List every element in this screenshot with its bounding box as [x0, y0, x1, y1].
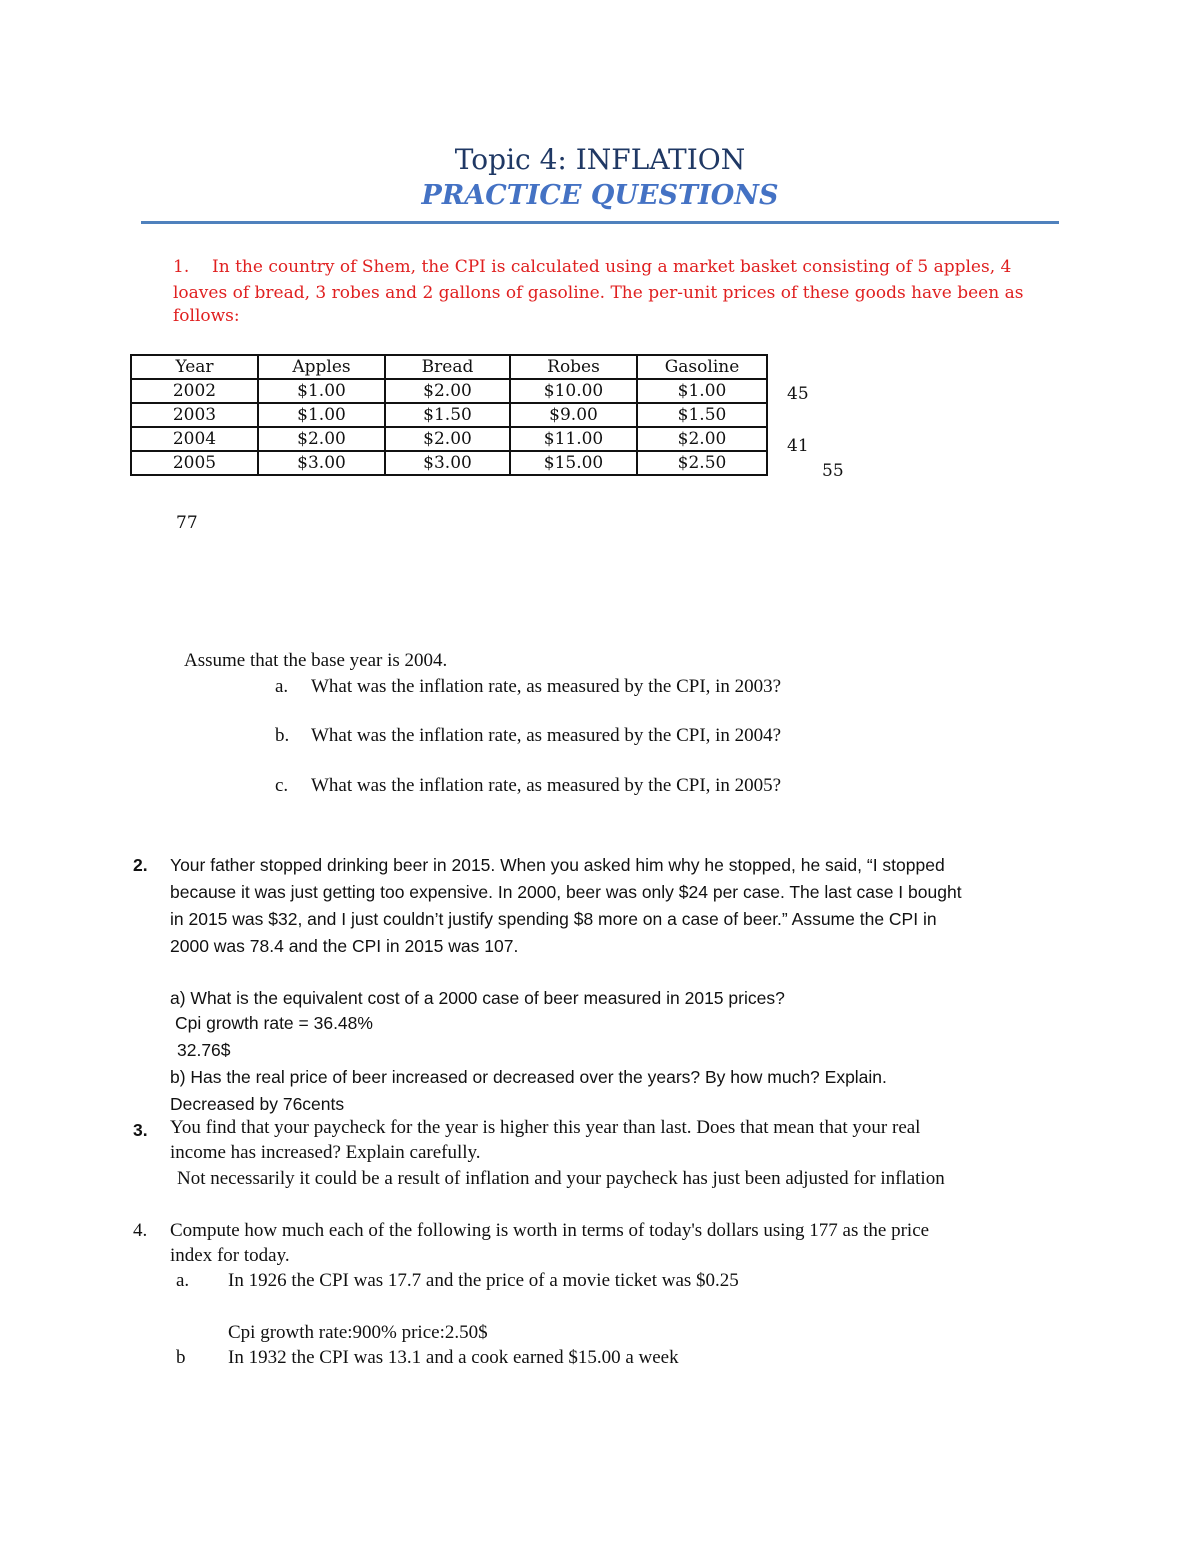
- table-cell: 2002: [131, 379, 258, 403]
- table-cell: $11.00: [510, 427, 637, 451]
- q4-text-line2: index for today.: [170, 1245, 290, 1266]
- table-header-cell: Apples: [258, 355, 385, 379]
- q4-part-a-text: In 1926 the CPI was 17.7 and the price of a movie ticket was $0.25: [228, 1270, 739, 1291]
- table-row: [131, 427, 767, 451]
- table-header-cell: Gasoline: [637, 355, 767, 379]
- table-cell: 2005: [131, 451, 258, 475]
- table-cell: $2.00: [385, 427, 510, 451]
- q2-part-a-question: a) What is the equivalent cost of a 2000 case of beer measured in 2015 prices?: [170, 988, 785, 1008]
- table-cell: $2.00: [385, 379, 510, 403]
- q1-part-label: c.: [275, 775, 289, 796]
- q2-text-line2: because it was just getting too expensive. In 2000, beer was only $24 per case. The last case I bought: [170, 882, 962, 902]
- q2-part-b-answer: Decreased by 76cents: [170, 1094, 345, 1114]
- q1-part-text: What was the inflation rate, as measured by the CPI, in 2004?: [311, 725, 782, 746]
- table-cell: $2.00: [637, 427, 767, 451]
- table-cell: 2003: [131, 403, 258, 427]
- q1-text-line1: In the country of Shem, the CPI is calculated using a market basket consisting of 5 apples, 4: [212, 257, 1012, 277]
- table-cell: $1.50: [385, 403, 510, 427]
- table-cell: $1.00: [258, 403, 385, 427]
- q1-part-text: What was the inflation rate, as measured by the CPI, in 2005?: [311, 775, 782, 796]
- base-year-text: Assume that the base year is 2004.: [184, 650, 448, 671]
- table-header-cell: Year: [131, 355, 258, 379]
- q2-part-a-answer: Cpi growth rate = 36.48%: [175, 1013, 373, 1033]
- table-cell: $3.00: [385, 451, 510, 475]
- handwritten-note: 77: [176, 513, 198, 533]
- table-cell: 2004: [131, 427, 258, 451]
- handwritten-note: 45: [787, 384, 809, 404]
- q2-part-a-answer: 32.76$: [177, 1040, 231, 1060]
- q2-part-b-question: b) Has the real price of beer increased or decreased over the years? By how much? Explain.: [170, 1067, 887, 1087]
- q4-number: 4.: [133, 1220, 148, 1241]
- q1-text-line3: follows:: [173, 306, 240, 326]
- q4-part-label: b: [176, 1347, 186, 1368]
- q2-text-line4: 2000 was 78.4 and the CPI in 2015 was 107.: [170, 936, 519, 956]
- table-cell: $9.00: [510, 403, 637, 427]
- q3-text-line1: You find that your paycheck for the year is higher this year than last. Does that mean that your real: [170, 1117, 921, 1138]
- title-divider: [141, 221, 1059, 224]
- page-title: Topic 4: INFLATION: [454, 143, 746, 176]
- table-cell: $1.00: [258, 379, 385, 403]
- handwritten-note: 55: [822, 461, 844, 481]
- table-cell: $15.00: [510, 451, 637, 475]
- q1-number: 1.: [173, 257, 190, 277]
- price-table: [130, 354, 768, 476]
- q4-part-b-text: In 1932 the CPI was 13.1 and a cook earned $15.00 a week: [228, 1347, 679, 1368]
- q2-text-line3: in 2015 was $32, and I just couldn’t justify spending $8 more on a case of beer.” Assume the CPI in: [170, 909, 937, 929]
- q3-number: 3.: [133, 1120, 148, 1140]
- q4-part-label: a.: [176, 1270, 190, 1291]
- table-cell: $1.50: [637, 403, 767, 427]
- q1-part-label: b.: [275, 725, 290, 746]
- q4-text-line1: Compute how much each of the following is worth in terms of today's dollars using 177 as the price: [170, 1220, 930, 1241]
- table-row: [131, 451, 767, 475]
- table-cell: $3.00: [258, 451, 385, 475]
- table-row: [131, 403, 767, 427]
- q4-part-a-answer: Cpi growth rate:900% price:2.50$: [228, 1322, 488, 1343]
- page-subtitle: PRACTICE QUESTIONS: [421, 180, 779, 211]
- handwritten-note: 41: [787, 436, 809, 456]
- table-header-cell: Robes: [510, 355, 637, 379]
- q2-number: 2.: [133, 855, 148, 875]
- q1-part-label: a.: [275, 676, 289, 697]
- table-header-cell: Bread: [385, 355, 510, 379]
- table-cell: $2.00: [258, 427, 385, 451]
- q1-part-text: What was the inflation rate, as measured by the CPI, in 2003?: [311, 676, 782, 697]
- q3-text-line2: income has increased? Explain carefully.: [170, 1142, 481, 1163]
- table-row: [131, 379, 767, 403]
- q1-text-line2: loaves of bread, 3 robes and 2 gallons of gasoline. The per-unit prices of these goods have been as: [173, 283, 1024, 303]
- table-header-row: [131, 355, 767, 379]
- q3-answer: Not necessarily it could be a result of inflation and your paycheck has just been adjusted for inflation: [177, 1168, 945, 1189]
- table-cell: $2.50: [637, 451, 767, 475]
- table-cell: $1.00: [637, 379, 767, 403]
- q2-text-line1: Your father stopped drinking beer in 2015. When you asked him why he stopped, he said, “I stopped: [170, 855, 945, 875]
- table-cell: $10.00: [510, 379, 637, 403]
